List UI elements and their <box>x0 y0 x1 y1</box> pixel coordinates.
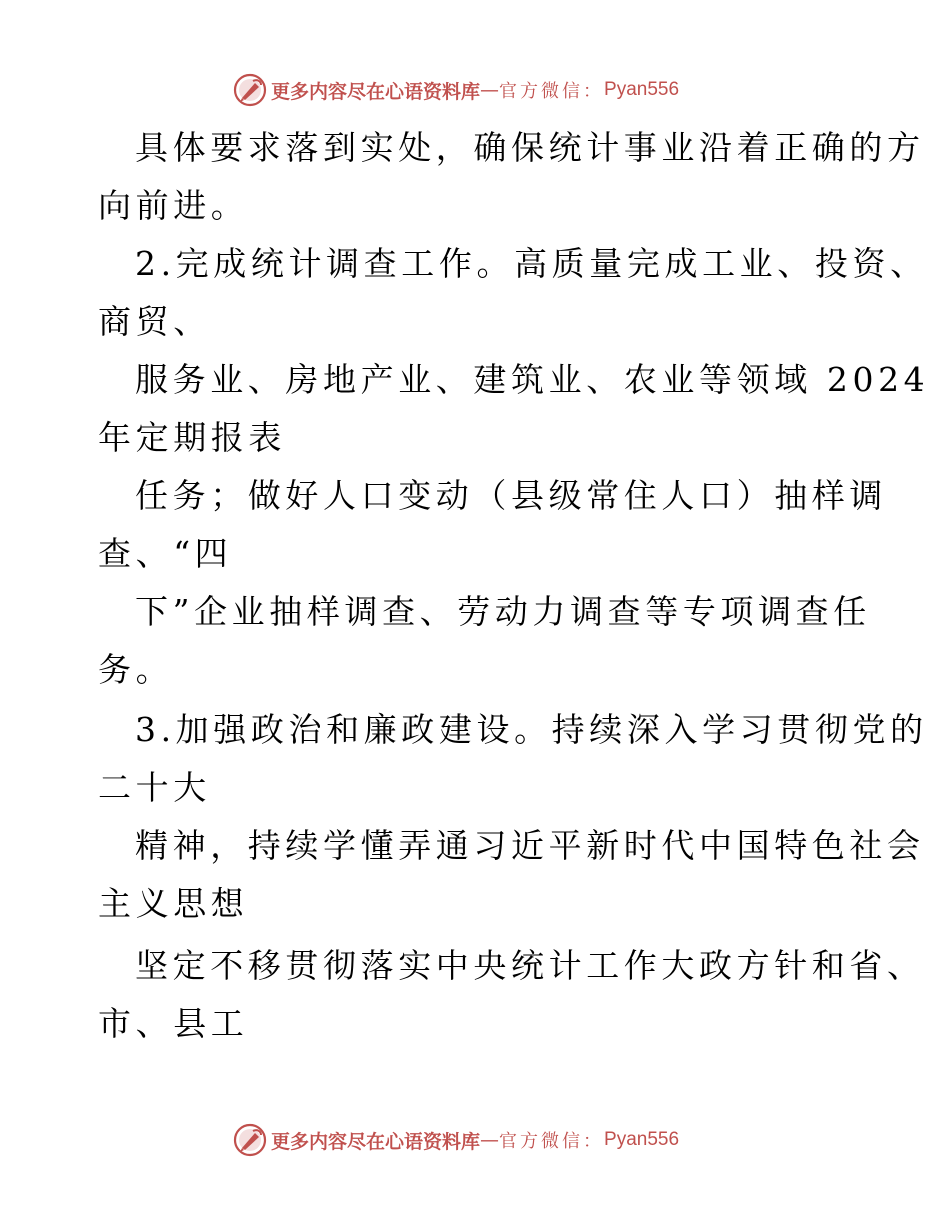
watermark-main-text: 更多内容尽在心语资料库 <box>271 1130 481 1153</box>
body-line: 坚定不移贯彻落实中央统计工作大政方针和省、 <box>135 946 925 985</box>
body-line: 市、县工 <box>98 1004 249 1043</box>
body-line: 精神，持续学懂弄通习近平新时代中国特色社会 <box>135 826 925 865</box>
watermark-wechat-id: Pyan556 <box>604 79 680 100</box>
watermark-main-text: 更多内容尽在心语资料库 <box>271 80 481 103</box>
watermark-separator: — <box>480 79 500 101</box>
pen-logo-icon <box>233 1123 267 1157</box>
body-line: 主义思想 <box>98 884 249 923</box>
watermark-separator: — <box>480 1129 500 1151</box>
watermark-label: 官方微信： <box>499 81 605 102</box>
body-line: 二十大 <box>98 768 211 807</box>
body-line: 2.完成统计调查工作。高质量完成工业、投资、 <box>135 244 928 283</box>
body-line: 年定期报表 <box>98 418 286 457</box>
body-line: 向前进。 <box>98 186 249 225</box>
pen-logo-icon <box>233 73 267 107</box>
footer-watermark <box>233 1122 679 1158</box>
body-line: 服务业、房地产业、建筑业、农业等领域 2024 <box>135 360 930 399</box>
body-line: 具体要求落到实处，确保统计事业沿着正确的方 <box>135 128 925 167</box>
body-line: 下”企业抽样调查、劳动力调查等专项调查任 <box>135 592 871 631</box>
body-line: 3.加强政治和廉政建设。持续深入学习贯彻党的 <box>135 710 928 749</box>
body-line: 查、“四 <box>98 534 233 573</box>
header-watermark <box>233 72 679 108</box>
watermark-wechat-id: Pyan556 <box>604 1129 680 1150</box>
body-line: 商贸、 <box>98 302 211 341</box>
body-line: 务。 <box>98 650 174 689</box>
body-line: 任务；做好人口变动（县级常住人口）抽样调 <box>135 476 887 515</box>
watermark-label: 官方微信： <box>499 1131 605 1152</box>
